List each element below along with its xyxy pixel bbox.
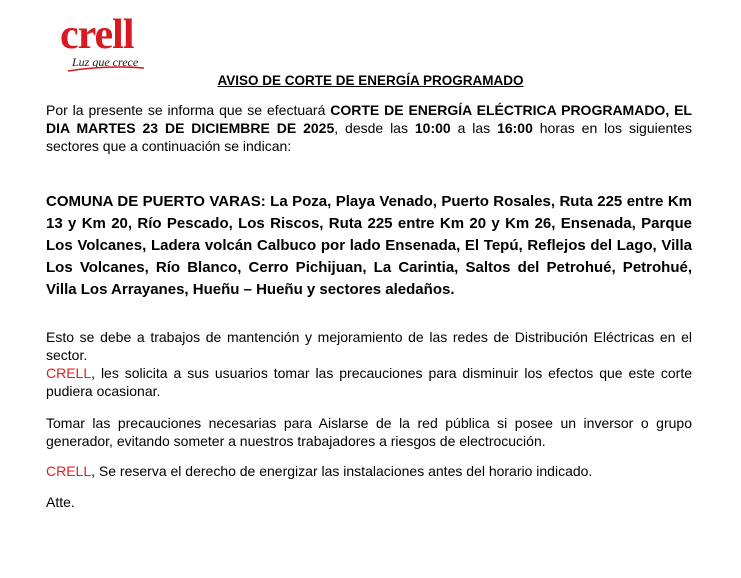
- inverter-paragraph: Tomar las precauciones necesarias para Aislarse de la red pública si posee un inversor o grupo generador, evitando someter a nuestros trabajadores a riesgos de electrocución.: [46, 415, 692, 449]
- precaution-text: , les solicita a sus usuarios tomar las precauciones para disminuir los efectos que este corte pudiera ocasionar.: [46, 365, 692, 399]
- intro-text-3: a las: [450, 120, 498, 136]
- intro-paragraph: [46, 101, 692, 155]
- reserve-paragraph: [46, 462, 692, 480]
- intro-text-4: horas en los siguientes sectores que a continuación se indican:: [46, 120, 692, 154]
- logo-tagline: Luz que crece: [72, 55, 139, 69]
- crell-logo: [58, 10, 148, 74]
- affected-sectors: COMUNA DE PUERTO VARAS: La Poza, Playa Venado, Puerto Rosales, Ruta 225 entre Km 13 y Km 20, Río Pescado, Los Riscos, Ruta 225 entre Km 20 y Km 26, Ensenada, Parque Los Volcanes, Ladera volcán Calbuco por lado Ensenada, El Tepú, Reflejos del Lago, Villa Los Volcanes, Río Blanco, Cerro Pichijuan, La Carintia, Saltos del Petrohué, Petrohué, Villa Los Arrayanes, Hueñu – Hueñu y sectores aledaños.: [46, 193, 692, 298]
- brand-name: CRELL: [46, 365, 92, 381]
- intro-text-2: , desde las: [334, 120, 415, 136]
- reason-paragraph: Esto se debe a trabajos de mantención y mejoramiento de las redes de Distribución Eléctricas en el sector.: [46, 329, 692, 363]
- intro-bold-outage: CORTE DE ENERGÍA ELÉCTRICA PROGRAMADO, EL DIA MARTES 23 DE DICIEMBRE DE 2025: [46, 102, 692, 136]
- logo-wordmark: crell: [60, 12, 134, 58]
- page-title: AVISO DE CORTE DE ENERGÍA PROGRAMADO: [217, 73, 524, 88]
- precaution-paragraph: [46, 364, 692, 400]
- brand-name: CRELL: [46, 463, 92, 479]
- reserve-text: , Se reserva el derecho de energizar las instalaciones antes del horario indicado.: [91, 463, 593, 479]
- intro-start-time: 10:00: [414, 120, 451, 136]
- intro-text-1: Por la presente se informa que se efectuará: [46, 102, 331, 118]
- intro-end-time: 16:00: [497, 120, 533, 136]
- closing: Atte.: [46, 494, 75, 510]
